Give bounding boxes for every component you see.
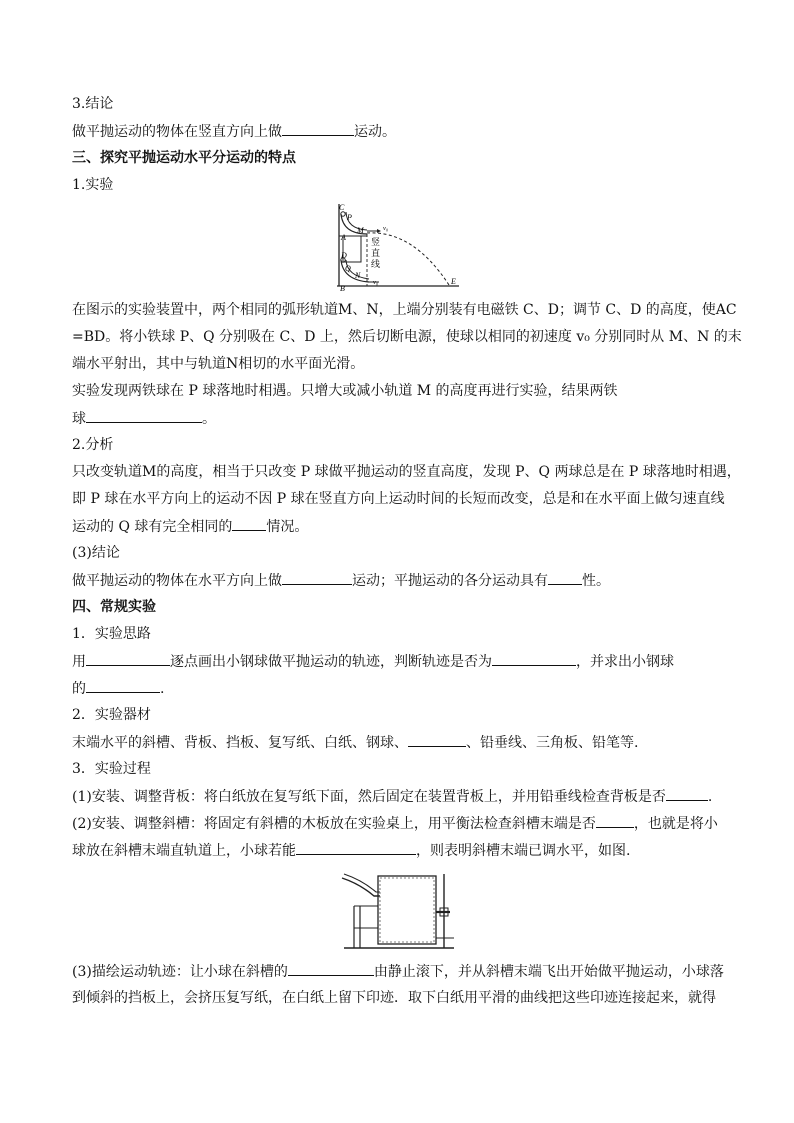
paragraph-line: =BD。将小铁球 P、Q 分别吸在 C、D 上，然后切断电源，使球以相同的初速度 v₀ 分别同时从 M、N 的末 <box>72 329 742 345</box>
label-c: C <box>339 203 345 212</box>
subheading-experiment: 1.实验 <box>72 177 114 193</box>
text-fragment: (1)安装、调整背板：将白纸放在复写纸下面，然后固定在装置背板上，并用铅垂线检查背板是否 <box>72 789 666 805</box>
text-fragment: 末端水平的斜槽、背板、挡板、复写纸、白纸、钢球、 <box>72 735 408 751</box>
paragraph-line <box>72 570 610 591</box>
answer-blank[interactable] <box>288 961 374 976</box>
text-fragment: 由静止滚下，并从斜槽末端飞出开始做平抛运动，小球落 <box>373 964 724 980</box>
paragraph-line <box>72 961 724 982</box>
paragraph-line <box>72 786 712 807</box>
answer-blank[interactable] <box>548 570 582 585</box>
paragraph-line <box>72 651 674 672</box>
paragraph-line: 即 P 球在水平方向上的运动不因 P 球在竖直方向上运动时间的长短而改变，总是和在水平面上做匀速直线 <box>72 491 725 507</box>
label-q: Q <box>345 264 351 273</box>
paragraph-line: 到倾斜的挡板上，会挤压复写纸，在白纸上留下印迹．取下白纸用平滑的曲线把这些印迹连接起来，就得 <box>72 990 716 1006</box>
text-fragment: 。 <box>202 411 216 427</box>
answer-blank[interactable] <box>86 651 170 666</box>
text-fragment: (2)安装、调整斜槽：将固定有斜槽的木板放在实验桌上，用平衡法检查斜槽末端是否 <box>72 816 596 832</box>
text-fragment: 逐点画出小钢球做平抛运动的轨迹，判断轨迹是否为 <box>170 654 492 670</box>
text-fragment: 做平抛运动的物体在竖直方向上做 <box>72 124 282 140</box>
paragraph-line <box>72 678 164 699</box>
text-fragment: 用 <box>72 654 86 670</box>
section-heading-san: 三、探究平抛运动水平分运动的特点 <box>72 150 296 166</box>
section-3-heading: 3.结论 <box>72 96 114 112</box>
answer-blank[interactable] <box>282 121 354 136</box>
subheading-conclusion: (3)结论 <box>72 545 120 561</box>
text-fragment: 的 <box>72 681 86 697</box>
label-m: M <box>357 226 364 235</box>
text-fragment: 球 <box>72 411 86 427</box>
answer-blank[interactable] <box>492 651 576 666</box>
label-d: D <box>341 251 347 260</box>
paragraph-line: 在图示的实验装置中，两个相同的弧形轨道M、N，上端分别装有电磁铁 C、D；调节 C、D 的高度，使AC <box>72 302 737 318</box>
text-fragment: 运动的 Q 球有完全相同的 <box>72 519 233 535</box>
text-fragment: 运动；平抛运动的各分运动具有 <box>352 573 548 589</box>
text-fragment: ，也就是将小 <box>633 816 718 832</box>
text-fragment: 情况。 <box>266 519 309 535</box>
answer-blank[interactable] <box>86 678 160 693</box>
label-e: E <box>451 277 456 286</box>
answer-blank[interactable] <box>666 786 708 801</box>
label-p: P <box>347 213 352 222</box>
label-vertical-1: 竖 <box>371 237 381 247</box>
answer-blank[interactable] <box>282 570 352 585</box>
paragraph-line <box>72 516 308 537</box>
label-a: A <box>341 233 346 242</box>
subheading-process: 3．实验过程 <box>72 761 151 777</box>
text-fragment: 、铅垂线、三角板、铅笔等. <box>466 735 639 751</box>
text-fragment: 性。 <box>582 573 610 589</box>
answer-blank[interactable] <box>86 408 202 423</box>
answer-blank[interactable] <box>408 732 466 747</box>
text-fragment: 球放在斜槽末端直轨道上，小球若能 <box>72 843 296 859</box>
label-v0-bottom: v₀ <box>373 279 379 286</box>
text-fragment: ，则表明斜槽末端已调水平，如图. <box>416 843 631 859</box>
answer-blank[interactable] <box>232 516 266 531</box>
subheading-approach: 1．实验思路 <box>72 626 151 642</box>
paragraph-line <box>72 840 630 861</box>
text-fragment: 做平抛运动的物体在水平方向上做 <box>72 573 282 589</box>
paragraph-line: 实验发现两铁球在 P 球落地时相遇。只增大或减小轨道 M 的高度再进行实验，结果两铁 <box>72 383 618 399</box>
label-n: N <box>355 271 361 280</box>
paragraph-line <box>72 408 216 429</box>
section-heading-si: 四、常规实验 <box>72 599 156 615</box>
text-fragment: 运动。 <box>354 124 396 140</box>
chute-apparatus-figure <box>340 866 460 952</box>
text-fragment: (3)描绘运动轨迹：让小球在斜槽的 <box>72 964 288 980</box>
label-vertical-3: 线 <box>371 259 381 269</box>
subheading-analysis: 2.分析 <box>72 437 114 453</box>
answer-blank[interactable] <box>296 840 416 855</box>
paragraph-line: 端水平射出，其中与轨道N相切的水平面光滑。 <box>72 356 365 372</box>
text-fragment: . <box>160 681 165 697</box>
subheading-equipment: 2．实验器材 <box>72 707 151 723</box>
text-fragment: . <box>707 789 713 805</box>
label-v0-top: v₀ <box>383 225 389 232</box>
conclusion-line <box>72 121 396 142</box>
label-vertical-2: 直 <box>371 248 381 258</box>
experiment-apparatus-figure <box>333 200 463 292</box>
answer-blank[interactable] <box>596 813 634 828</box>
text-fragment: ，并求出小钢球 <box>576 654 674 670</box>
label-b: B <box>340 284 345 292</box>
paragraph-line: 只改变轨道M的高度，相当于只改变 P 球做平抛运动的竖直高度，发现 P、Q 两球总是在 P 球落地时相遇， <box>72 464 741 480</box>
paragraph-line <box>72 732 638 753</box>
paragraph-line <box>72 813 718 834</box>
